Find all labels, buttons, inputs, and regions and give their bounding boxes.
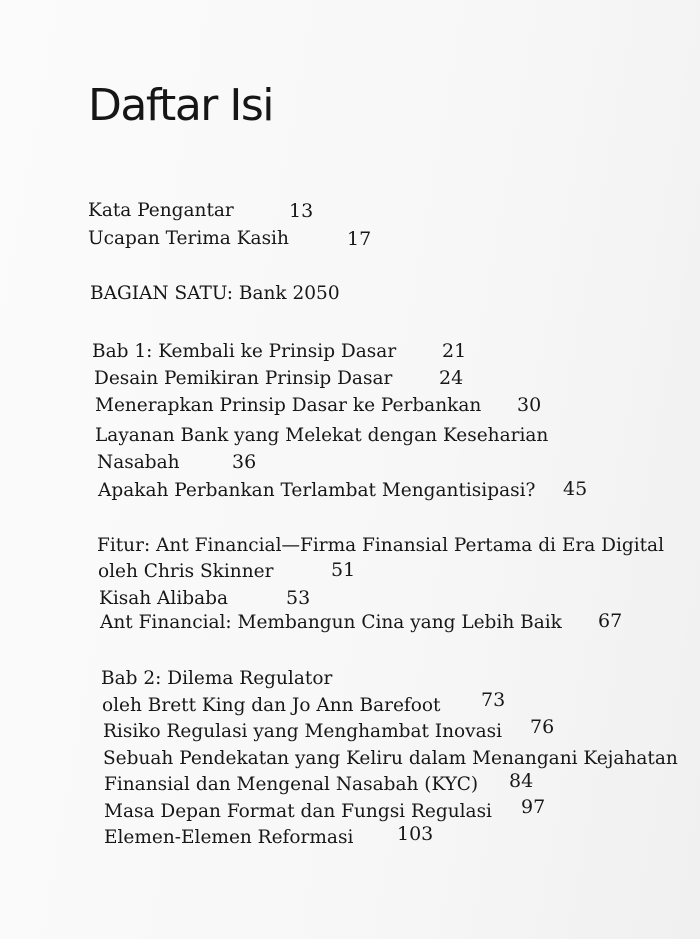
toc-entry-masa: Masa Depan Format dan Fungsi Regulasi <box>104 801 492 822</box>
toc-entry-kisah: Kisah Alibaba <box>99 588 228 609</box>
toc-entry-sebuah: Sebuah Pendekatan yang Keliru dalam Menangani Kejahatan <box>103 748 678 769</box>
toc-page-number: 67 <box>598 610 623 632</box>
toc-entry-risiko: Risiko Regulasi yang Menghambat Inovasi <box>103 721 503 742</box>
toc-page-number: 84 <box>509 770 534 792</box>
toc-entry-bab2: Bab 2: Dilema Regulator <box>101 668 333 689</box>
toc-page-number: 73 <box>481 689 506 711</box>
toc-entry-desain: Desain Pemikiran Prinsip Dasar <box>94 368 393 389</box>
toc-page-number: 24 <box>439 367 464 389</box>
toc-entry-layanan: Layanan Bank yang Melekat dengan Keseharian <box>95 425 549 446</box>
toc-entry-ucapan: Ucapan Terima Kasih <box>88 228 289 249</box>
toc-entry-fitur: Fitur: Ant Financial—Firma Finansial Pertama di Era Digital <box>97 535 664 556</box>
toc-page-number: 97 <box>521 796 546 818</box>
toc-page-number: 53 <box>286 587 311 609</box>
toc-entry-ant: Ant Financial: Membangun Cina yang Lebih Baik <box>100 612 562 633</box>
toc-page-number: 103 <box>397 823 434 845</box>
toc-page-number: 51 <box>331 559 356 581</box>
toc-entry-menerapkan: Menerapkan Prinsip Dasar ke Perbankan <box>95 395 482 416</box>
toc-page-number: 17 <box>347 228 372 250</box>
toc-page-number: 36 <box>232 451 257 473</box>
toc-entry-layanan-cont: Nasabah <box>97 452 180 473</box>
toc-entry-fitur-author: oleh Chris Skinner <box>98 561 274 582</box>
toc-entry-bab1: Bab 1: Kembali ke Prinsip Dasar <box>92 341 397 362</box>
toc-page-number: 30 <box>517 394 542 416</box>
toc-entry-sebuah-cont: Finansial dan Mengenal Nasabah (KYC) <box>104 774 479 795</box>
toc-page-number: 45 <box>563 478 588 500</box>
toc-entry-elemen: Elemen-Elemen Reformasi <box>104 827 354 848</box>
page-title: Daftar Isi <box>88 80 273 131</box>
toc-part-heading: BAGIAN SATU: Bank 2050 <box>90 283 340 304</box>
toc-page-number: 76 <box>530 716 555 738</box>
toc-entry-kata-pengantar: Kata Pengantar <box>88 200 234 221</box>
toc-page-number: 21 <box>442 340 467 362</box>
toc-entry-apakah: Apakah Perbankan Terlambat Mengantisipasi? <box>98 480 536 501</box>
toc-entry-bab2-author: oleh Brett King dan Jo Ann Barefoot <box>102 695 441 716</box>
toc-page-number: 13 <box>289 200 314 222</box>
